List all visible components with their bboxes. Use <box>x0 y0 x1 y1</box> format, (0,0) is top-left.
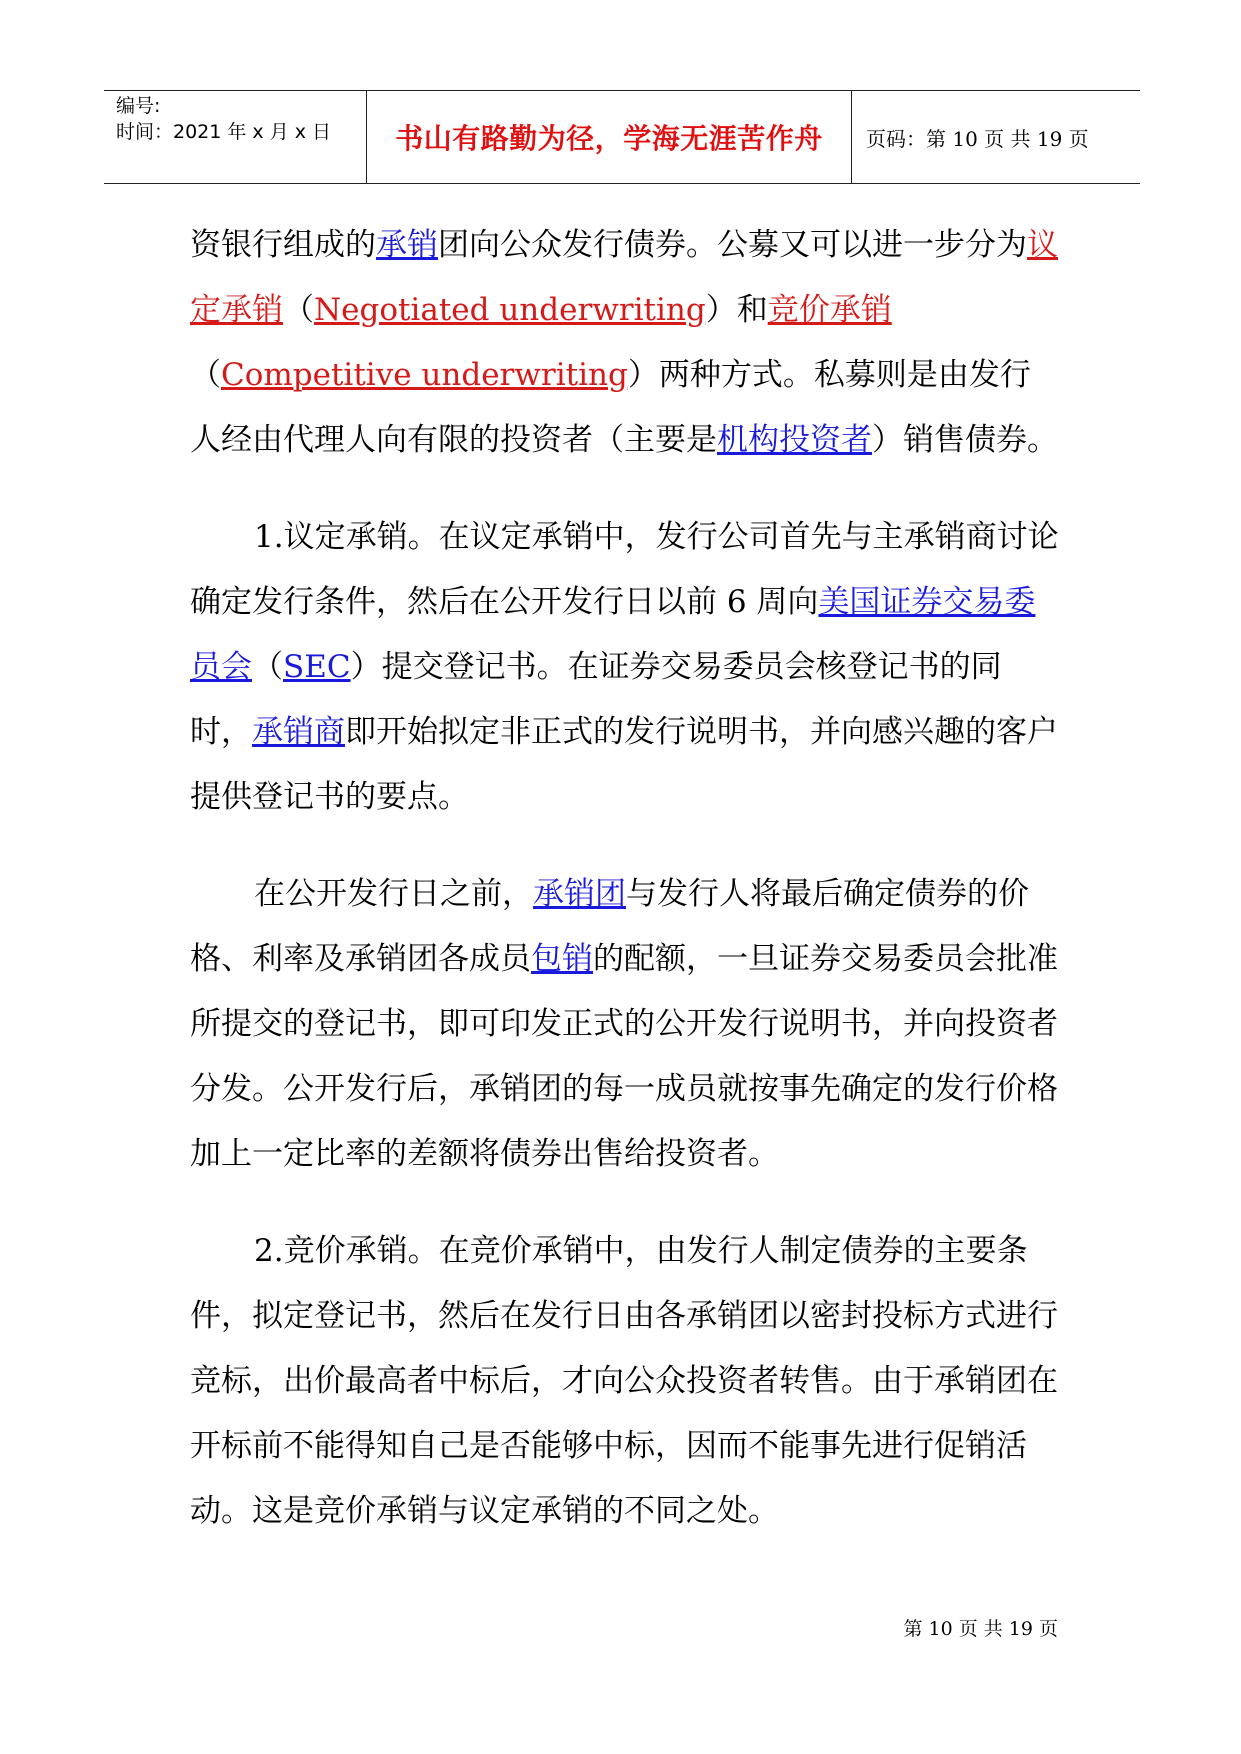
text: 即开始拟定非正式的发行说明书，并向感兴趣的客户提供登记书的要点。 <box>190 714 1058 815</box>
paragraph-2 <box>190 505 1060 830</box>
text: （ <box>283 292 314 328</box>
text: ）两种方式。私募则是由发行人经由代理人向有限的投资者（主要是 <box>190 357 1031 458</box>
text: ）销售债券。 <box>872 422 1058 458</box>
text: 1.议定承销。在议定承销中，发行公司首先与主承销商讨论确定发行条件，然后在公开发行日以前 6 周向 <box>190 519 1059 620</box>
link-negotiated-underwriting-cn[interactable]: 议定承销 <box>190 227 1058 328</box>
text: （ <box>190 357 221 393</box>
header-motto-cell <box>366 91 852 183</box>
link-competitive-underwriting-cn[interactable]: 竞价承销 <box>767 292 892 328</box>
text: 与发行人将最后确定债券的价格、利率及承销团各成员 <box>190 876 1029 977</box>
page-header <box>104 90 1140 184</box>
paragraph-3 <box>190 862 1060 1187</box>
page-footer: 第 10 页 共 19 页 <box>903 1618 1058 1640</box>
header-motto: 书山有路勤为径，学海无涯苦作舟 <box>395 122 823 155</box>
link-competitive-underwriting-en[interactable]: Competitive underwriting <box>221 357 628 393</box>
link-underwriter[interactable]: 承销商 <box>252 714 345 750</box>
text: 团向公众发行债券。公募又可以进一步分为 <box>438 227 1027 263</box>
link-institutional-investor[interactable]: 机构投资者 <box>717 422 872 458</box>
text: 资银行组成的 <box>190 227 376 263</box>
document-body <box>190 213 1060 1576</box>
time-label: 时间：2021 年 x 月 x 日 <box>116 121 332 143</box>
link-chengxiao[interactable]: 承销 <box>376 227 438 263</box>
text: 在公开发行日之前， <box>254 876 533 912</box>
link-negotiated-underwriting-en[interactable]: Negotiated underwriting <box>314 292 706 328</box>
link-firm-underwriting[interactable]: 包销 <box>531 941 593 977</box>
paragraph-1 <box>190 213 1060 473</box>
header-meta <box>104 91 366 183</box>
text: （ <box>252 649 283 685</box>
text: ）提交登记书。在证券交易委员会核登记书的同时， <box>190 649 1002 750</box>
header-page-label: 页码：第 10 页 共 19 页 <box>866 126 1089 151</box>
text: 2.竞价承销。在竞价承销中，由发行人制定债券的主要条件，拟定登记书，然后在发行日由各承销团以密封投标方式进行竞标，出价最高者中标后，才向公众投资者转售。由于承销团在开标前不能得知自己是否能够中标，因而不能事先进行促销活动。这是竞价承销与议定承销的不同之处。 <box>190 1233 1058 1529</box>
number-label: 编号: <box>116 95 161 117</box>
text: ）和 <box>705 292 768 328</box>
text: 的配额，一旦证券交易委员会批准所提交的登记书，即可印发正式的公开发行说明书，并向投资者分发。公开发行后，承销团的每一成员就按事先确定的发行价格加上一定比率的差额将债券出售给投资者。 <box>190 941 1058 1172</box>
link-sec-cn[interactable]: 美国证券交易委员会 <box>190 584 1036 685</box>
paragraph-4 <box>190 1219 1060 1544</box>
header-page-cell <box>852 91 1140 183</box>
link-syndicate[interactable]: 承销团 <box>533 876 626 912</box>
link-sec[interactable]: SEC <box>283 649 351 685</box>
